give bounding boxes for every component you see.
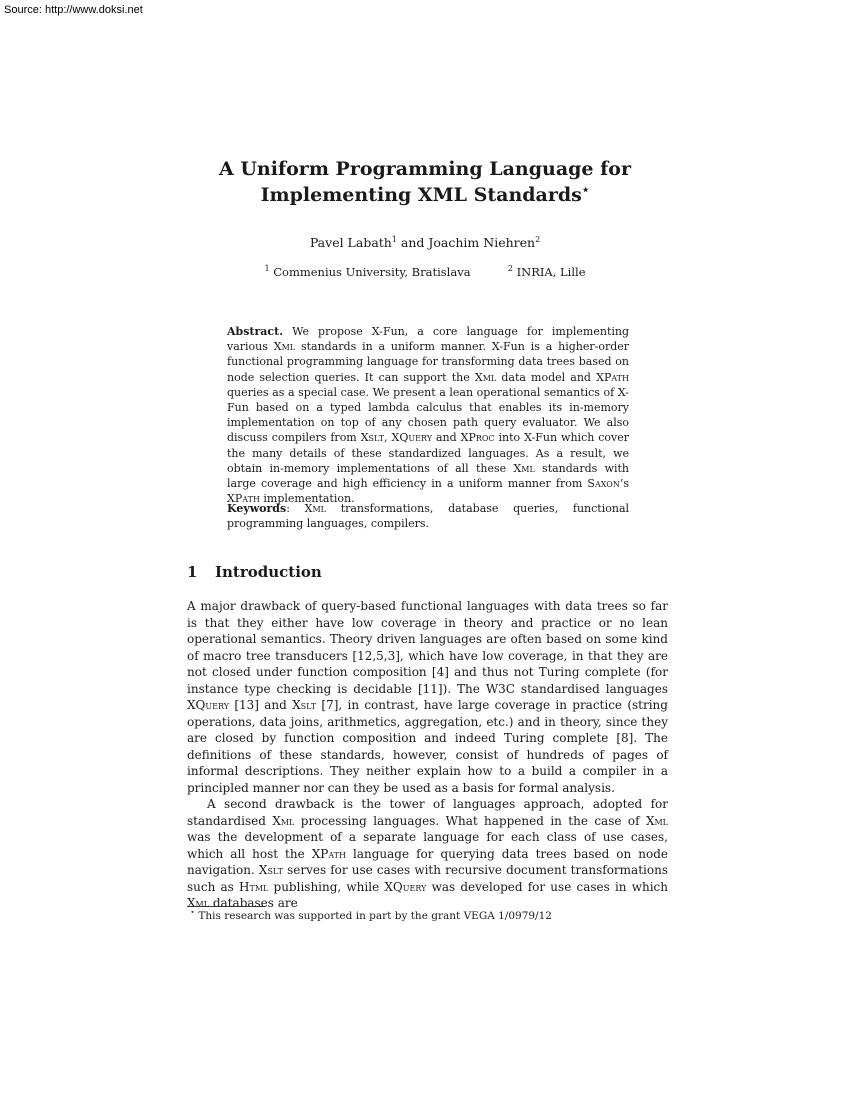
paragraph-term: Html [239, 879, 269, 894]
paragraph-text: was the development of a separate language for each class of use cases, which all host the X [187, 830, 668, 861]
abstract-term: Saxon [587, 477, 620, 491]
affiliation-1: Commenius University, Bratislava [273, 265, 471, 279]
paragraph-text: databases are [212, 896, 298, 910]
affiliation-2: INRIA, Lille [516, 265, 586, 279]
author-1-affil: 1 [391, 234, 397, 244]
paragraph-text: processing languages. What happened in the case of [300, 813, 640, 828]
abstract-text: standards in a uniform manner. X-Fun is a higher-order functional programming language for transforming data trees based on node selection queries. It can support the [227, 340, 630, 384]
affiliations [150, 264, 700, 280]
paper-title [150, 156, 700, 208]
keywords [227, 501, 629, 531]
footnote-text: This research was supported in part by the grant VEGA 1/0979/12 [198, 910, 552, 922]
paragraph-text: publishing, while X [273, 879, 393, 894]
paragraph-term: Xml [645, 813, 668, 828]
author-conjunction: and [396, 235, 429, 250]
paragraph-term: Xslt [292, 698, 317, 712]
keywords-label: Keywords [227, 502, 287, 515]
body-text [187, 598, 668, 912]
paragraph-text: A major drawback of query-based functional languages with data trees so far is that they either have low coverage in theory and practice or no lean operational semantics. Theory driven languages are often based on some kind of macro tree transducers [12,5,3], which have low coverage, in that they are not closed under function composition [4] and thus not Turing complete (for instance type checking is decidable [11]). The W3C standardised languages X [187, 599, 668, 712]
source-label: Source: http://www.doksi.net [4, 4, 143, 16]
paragraph-text: A second drawback is the tower of languages approach, adopted for standardised [187, 797, 668, 828]
keywords-text: transformations, database queries, functional programming languages, compilers. [227, 502, 630, 531]
abstract-term: Query [399, 431, 432, 445]
paragraph-term: Xml [187, 896, 210, 910]
abstract-term: Xml [474, 370, 497, 384]
paragraph-1 [187, 598, 668, 796]
paragraph-text: serves for use cases with recursive document transformations such as [187, 863, 668, 894]
abstract-text: implementation. [263, 492, 355, 506]
author-2-affil: 2 [535, 234, 541, 244]
paragraph-term: Query [195, 698, 230, 712]
keyword-term: Xml [304, 502, 326, 515]
abstract-text: standards with large coverage and high efficiency in a uniform manner from [227, 461, 630, 491]
paragraph-text: language for querying data trees based on node navigation. [187, 846, 668, 877]
abstract-term: Xml [513, 461, 535, 475]
footnote-star: ⋆ [190, 907, 196, 917]
affiliation-2-marker: 2 [507, 264, 513, 274]
section-number: 1 [187, 563, 198, 581]
author-list [150, 234, 700, 252]
section-title: Introduction [215, 563, 322, 581]
footnote [190, 909, 670, 923]
abstract-term: Path [603, 370, 629, 384]
author-1: Pavel Labath [309, 235, 392, 250]
abstract-text: , X [384, 431, 400, 445]
section-heading [187, 562, 322, 582]
abstract-text: queries as a special case. We present a lean operational semantics of X-Fun based on a typed lambda calculus that enables its in-memory implementation on top of any chosen path query evaluator. We also discuss compilers from [227, 385, 629, 445]
author-2: Joachim Niehren [428, 235, 536, 250]
paragraph-term: Path [320, 846, 346, 861]
paragraph-2 [187, 796, 668, 912]
paragraph-term: Query [392, 879, 427, 894]
keywords-separator: : [286, 502, 305, 515]
abstract-term: Xml [273, 340, 296, 354]
abstract [227, 324, 629, 506]
abstract-text: We propose X-Fun, a core language for implementing various [227, 325, 630, 354]
paragraph-term: Xml [272, 813, 295, 828]
paragraph-term: Xslt [258, 863, 283, 877]
abstract-text: ’s X [227, 477, 629, 506]
abstract-term: Xslt [360, 431, 385, 445]
affiliation-1-marker: 1 [264, 264, 270, 274]
abstract-term: Path [234, 492, 260, 506]
abstract-text: into X-Fun which cover the many details of these standardized languages. As a result, we obtain in-memory implementations of all these [227, 431, 630, 475]
abstract-text: and X [435, 431, 469, 445]
title-line-1: A Uniform Programming Language for [219, 158, 631, 180]
paragraph-text: was developed for use cases in which [431, 879, 668, 894]
abstract-term: Proc [468, 431, 495, 445]
abstract-text: data model and X [501, 370, 604, 384]
footnote-divider [187, 906, 265, 907]
abstract-label: Abstract. [227, 325, 284, 338]
paragraph-text: [7], in contrast, have large coverage in practice (string operations, data joins, arithmetics, aggregation, etc.) and in theory, since they are closed by function composition and indeed Turing complete [8]. The definitions of these standards, however, consist of hundreds of pages of informal descriptions. They neither explain how to a build a compiler in a principled manner nor can they be used as a basis for formal analysis. [187, 698, 668, 795]
title-line-2: Implementing XML Standards [260, 184, 582, 206]
title-footnote-star: ⋆ [581, 182, 590, 197]
paragraph-text: [13] and [234, 698, 287, 712]
